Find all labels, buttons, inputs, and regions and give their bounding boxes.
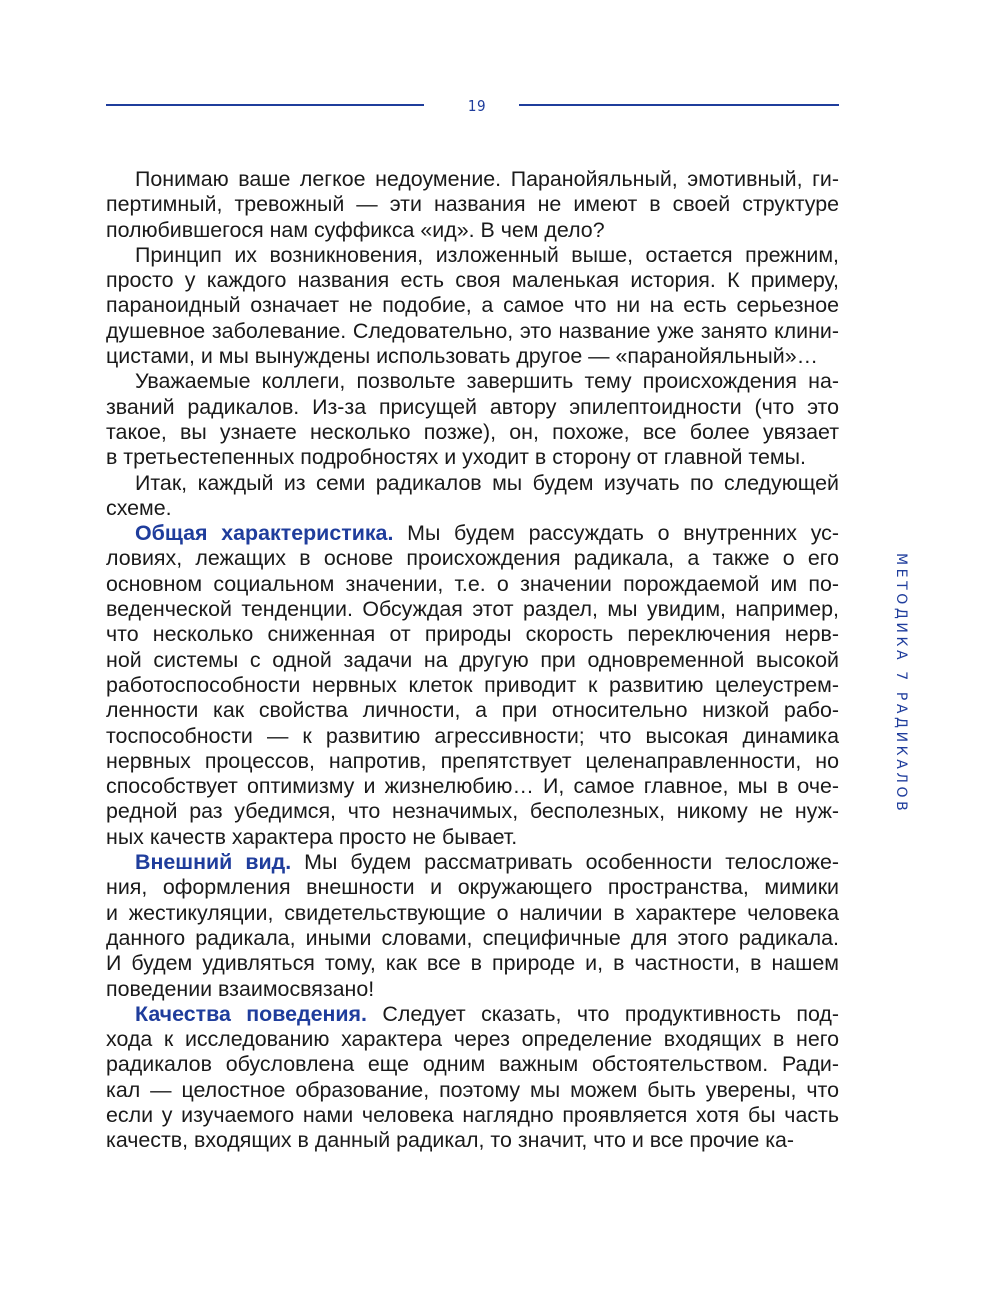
text-line: просто у каждого названия есть своя маленькая история. К примеру, (106, 268, 839, 293)
text-line: ленности как свойства личности, а при относительно низкой рабо- (106, 698, 839, 723)
text-line: способствует оптимизму и жизнелюбию… И, самое главное, мы в оче- (106, 774, 839, 799)
text-line: данного радикала, иными словами, специфичные для этого радикала. (106, 925, 839, 950)
text-line: тоспособности — к развитию агрессивности; что высокая динамика (106, 723, 839, 748)
text-line: ния, оформления внешности и окружающего пространства, мимики (106, 875, 839, 900)
page-number: 19 (467, 97, 487, 115)
paragraph (106, 243, 839, 369)
text-line: в третьестепенных подробностях и уходит в сторону от главной темы. (106, 445, 806, 470)
section-heading: Качества поведения. (135, 1001, 367, 1026)
paragraph (106, 167, 839, 243)
text-line: веденческой тенденции. Обсуждая этот раздел, мы увидим, например, (106, 597, 839, 622)
text-line: кал — целостное образование, поэтому мы можем быть уверены, что (106, 1077, 839, 1102)
text-line: качеств, входящих в данный радикал, то значит, что и все прочие ка- (106, 1128, 795, 1153)
text-line (106, 1002, 839, 1027)
text-line (106, 850, 839, 875)
text-line (106, 521, 839, 546)
text-line: и жестикуляции, свидетельствующие о наличии в характере человека (106, 900, 839, 925)
heading-continuation: Мы будем рассуждать о внутренних ус- (393, 521, 839, 546)
text-line: И будем удивляться тому, как все в природе и, в частности, в нашем (106, 951, 839, 976)
text-line: хода к исследованию характера через определение входящих в него (106, 1027, 839, 1052)
paragraph (106, 471, 839, 522)
heading-continuation: Мы будем рассматривать особенности телосложе- (291, 850, 839, 875)
text-line: званий радикалов. Из-за присущей автору эпилептоидности (что это (106, 394, 839, 419)
text-line: Уважаемые коллеги, позвольте завершить тему происхождения на- (135, 369, 839, 394)
text-line: полюбившегося нам суффикса «ид». В чем дело? (106, 217, 605, 242)
side-caption: МЕТОДИКА 7 РАДИКАЛОВ (893, 553, 909, 815)
text-line: схеме. (106, 495, 172, 520)
text-line: такое, вы узнаете несколько позже), он, похоже, все более увязает (106, 419, 839, 444)
header-rule-right (519, 104, 839, 106)
text-line: работоспособности нервных клеток приводит к развитию целеустрем- (106, 672, 839, 697)
section-heading: Внешний вид. (135, 850, 292, 875)
text-line: ных качеств характера просто не бывает. (106, 824, 518, 849)
paragraph (106, 850, 839, 1002)
paragraph (106, 369, 839, 470)
text-line: цистами, и мы вынуждены использовать другое — «паранойяльный»… (106, 344, 818, 369)
text-line: душевное заболевание. Следовательно, это название уже занято клини- (106, 318, 839, 343)
text-line: параноидный означает не подобие, а самое что ни на есть серьезное (106, 293, 839, 318)
text-line: основном социальном значении, т.е. о значении порождаемой им по- (106, 571, 839, 596)
text-line: если у изучаемого нами человека наглядно проявляется хотя бы часть (106, 1102, 839, 1127)
text-line: поведении взаимосвязано! (106, 976, 375, 1001)
paragraph (106, 521, 839, 850)
heading-continuation: Следует сказать, что продуктивность под- (367, 1001, 839, 1026)
paragraph (106, 1002, 839, 1154)
section-heading: Общая характеристика. (135, 521, 394, 546)
text-line: радикалов обусловлена еще одним важным обстоятельством. Ради- (106, 1052, 839, 1077)
text-line: Итак, каждый из семи радикалов мы будем изучать по следующей (135, 470, 839, 495)
body-text (106, 167, 839, 1154)
text-line: редной раз убедимся, что незначимых, бесполезных, никому не нуж- (106, 799, 839, 824)
text-line: пертимный, тревожный — эти названия не имеют в своей структуре (106, 192, 839, 217)
text-line: ной системы с одной задачи на другую при одновременной высокой (106, 647, 839, 672)
text-line: Понимаю ваше легкое недоумение. Паранойяльный, эмотивный, ги- (135, 167, 839, 191)
text-line: Принцип их возникновения, изложенный выше, остается прежним, (135, 242, 839, 267)
text-line: нервных процессов, напротив, препятствует целенаправленности, но (106, 748, 839, 773)
text-line: что несколько сниженная от природы скорость переключения нерв- (106, 622, 839, 647)
text-line: ловиях, лежащих в основе происхождения радикала, а также о его (106, 546, 839, 571)
header-rule-left (106, 104, 424, 106)
